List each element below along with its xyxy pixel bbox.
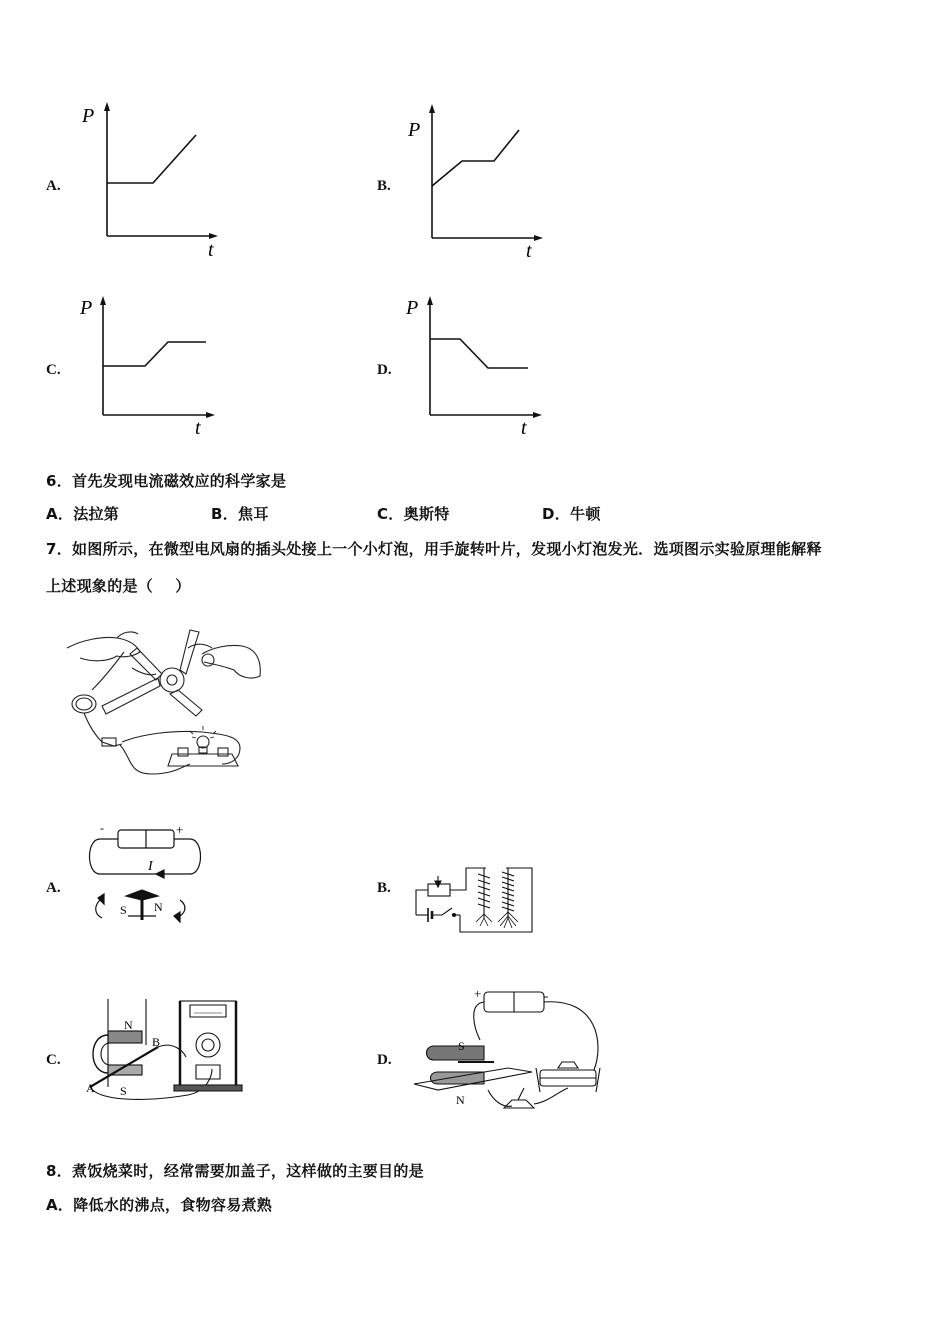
x-axis-arrow: [206, 412, 215, 418]
left-hand: [67, 637, 140, 660]
q7-option-a-label: A.: [46, 880, 61, 896]
rotate-left-icon: [96, 900, 102, 918]
option-c-label: C.: [46, 362, 61, 378]
y-axis-arrow: [429, 104, 435, 113]
magnet-south-label: S: [458, 1039, 465, 1053]
graph-a: [75, 98, 225, 260]
compass-south-label: S: [120, 903, 127, 917]
current-label: I: [148, 859, 153, 874]
conductor-ab: [90, 1047, 158, 1087]
q7-option-c-label: C.: [46, 1052, 61, 1068]
compass-needle-icon: [126, 890, 158, 900]
graph-b: [400, 98, 550, 260]
q6-option-b: B．焦耳: [211, 505, 269, 523]
compass-north-label: N: [154, 900, 163, 914]
circuit-loop: [90, 839, 201, 874]
galvanometer-icon: [180, 1001, 236, 1085]
electromagnet-coil-1: [476, 868, 492, 926]
option-b-label: B.: [377, 178, 391, 194]
q7-figure-d: [408, 988, 608, 1116]
q7-option-b-label: B.: [377, 880, 391, 896]
plug: [102, 742, 122, 746]
x-axis-label: t: [208, 239, 214, 260]
magnet-south-label: S: [120, 1084, 127, 1098]
fan-hub: [160, 668, 184, 692]
q6-option-c: C．奥斯特: [377, 505, 450, 523]
magnet-north-label: N: [124, 1018, 133, 1032]
battery-plus-sign: +: [474, 988, 482, 1001]
y-axis-label: P: [406, 297, 419, 319]
q6-stem: 6．首先发现电流磁效应的科学家是: [46, 472, 287, 490]
q6-option-a: A．法拉第: [46, 505, 120, 523]
q8-stem: 8．煮饭烧菜时，经常需要加盖子，这样做的主要目的是: [46, 1162, 424, 1180]
right-hand: [202, 645, 260, 678]
option-d-label: D.: [377, 362, 392, 378]
fan-blade-1: [130, 648, 162, 680]
battery-plus-sign: +: [176, 822, 184, 837]
electromagnet-coil-2: [498, 868, 518, 928]
power-curve: [107, 135, 196, 183]
q8-option-a: A．降低水的沸点，食物容易煮熟: [46, 1196, 273, 1214]
x-axis-label: t: [521, 417, 527, 439]
fan-bulb-illustration: [62, 618, 267, 783]
x-axis-label: t: [526, 240, 532, 260]
option-a-label: A.: [46, 178, 61, 194]
x-axis-label: t: [195, 417, 201, 439]
q7-figure-b: [408, 860, 540, 938]
point-a-label: A: [86, 1081, 95, 1095]
magnet-north-label: N: [456, 1093, 465, 1107]
rotation-arrow-icon: [188, 644, 212, 648]
x-axis-arrow: [533, 412, 542, 418]
y-axis-label: P: [408, 119, 421, 141]
battery-minus-sign: -: [100, 821, 104, 835]
fan-cord: [92, 652, 124, 690]
fan-blade-4: [102, 678, 160, 714]
battery-minus-sign: -: [544, 988, 549, 1003]
graph-c: [75, 290, 225, 440]
fan-blade-2: [180, 630, 199, 674]
switch-icon: [432, 908, 452, 915]
q7-stem-line1: 7．如图所示，在微型电风扇的插头处接上一个小灯泡，用手旋转叶片，发现小灯泡发光．选项图示实验原理能解释: [46, 540, 822, 558]
q6-option-d: D．牛顿: [542, 505, 601, 523]
fan-blade-3: [170, 690, 202, 716]
y-axis-label: P: [82, 105, 95, 127]
y-axis-arrow: [427, 296, 433, 305]
u-magnet-icon: [427, 1046, 485, 1060]
y-axis-arrow: [100, 296, 106, 305]
q7-stem-line2: 上述现象的是（ ）: [46, 577, 191, 595]
q7-figure-a: [80, 818, 210, 923]
current-arrow-icon: [156, 870, 164, 878]
bulb-icon: [197, 736, 209, 748]
power-curve: [432, 130, 519, 186]
q7-figure-c: [78, 995, 254, 1105]
power-curve: [103, 342, 206, 366]
wire-right: [544, 1002, 598, 1070]
y-axis-arrow: [104, 102, 110, 111]
x-axis-arrow: [534, 235, 543, 241]
circuit-wires: [416, 868, 532, 932]
y-axis-label: P: [80, 297, 93, 319]
point-b-label: B: [152, 1035, 161, 1049]
q7-option-d-label: D.: [377, 1052, 392, 1068]
wire-left: [474, 1002, 484, 1040]
wire-to-bulb: [120, 745, 190, 774]
wire-to-meter: [158, 1045, 186, 1057]
graph-d: [400, 290, 550, 440]
power-curve: [430, 339, 528, 368]
